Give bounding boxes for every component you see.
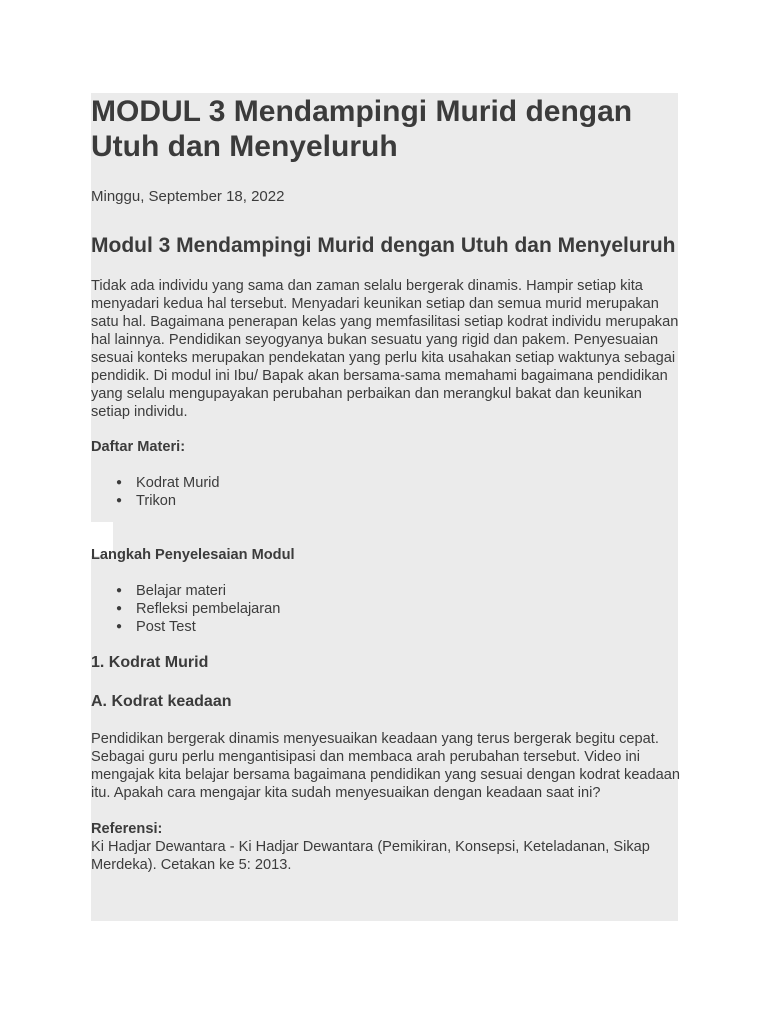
post-date: Minggu, September 18, 2022 (91, 188, 285, 205)
kodrat-keadaan-paragraph: Pendidikan bergerak dinamis menyesuaikan keadaan yang terus bergerak begitu cepat. Sebagai guru perlu mengantisipasi dan membaca arah perubahan tersebut. Video ini mengajak kita belajar bersama bagaimana pendidikan yang sesuai dengan kodrat keadaan itu. Apakah cara mengajar kita sudah menyesuaikan dengan keadaan saat ini? (91, 731, 681, 801)
section-heading-kodrat-murid: 1. Kodrat Murid (91, 654, 209, 671)
langkah-list (91, 582, 681, 636)
daftar-materi-label: Daftar Materi: (91, 439, 186, 455)
section-heading-kodrat-keadaan: A. Kodrat keadaan (91, 693, 232, 710)
bullet-icon: ● (116, 495, 123, 506)
list-item: ● Belajar materi (116, 583, 227, 599)
list-item: ● Post Test (116, 619, 196, 635)
list-item: ● Trikon (116, 493, 177, 509)
bullet-icon: ● (116, 603, 123, 614)
document-content (91, 93, 681, 874)
list-item: ● Kodrat Murid (116, 475, 220, 491)
referensi-text: Ki Hadjar Dewantara - Ki Hadjar Dewantara (Pemikiran, Konsepsi, Keteladanan, Sikap Merdeka). Cetakan ke 5: 2013. (91, 839, 650, 873)
bullet-icon: ● (116, 477, 123, 488)
referensi-label: Referensi: (91, 821, 163, 837)
document-title: MODUL 3 Mendampingi Murid dengan Utuh dan Menyeluruh (91, 95, 633, 163)
intro-paragraph: Tidak ada individu yang sama dan zaman selalu bergerak dinamis. Hampir setiap kita menyadari kedua hal tersebut. Menyadari keunikan setiap dan semua murid merupakan satu hal. Bagaimana penerapan kelas yang memfasilitasi setiap kodrat individu merupakan hal lainnya. Pendidikan seyogyanya bukan sesuatu yang rigid dan pakem. Penyesuaian sesuai konteks merupakan pendekatan yang perlu kita usahakan setiap waktunya sebagai pendidik. Di modul ini Ibu/ Bapak akan bersama-sama memahami bagaimana pendidikan yang selalu mengupayakan perubahan perbaikan dan merangkul bakat dan keunikan setiap individu. (91, 278, 679, 420)
bullet-icon: ● (116, 621, 123, 632)
document-subtitle: Modul 3 Mendampingi Murid dengan Utuh dan Menyeluruh (91, 234, 676, 257)
langkah-label: Langkah Penyelesaian Modul (91, 547, 295, 563)
bullet-icon: ● (116, 585, 123, 596)
daftar-materi-list (91, 474, 681, 510)
list-item: ● Refleksi pembelajaran (116, 601, 281, 617)
